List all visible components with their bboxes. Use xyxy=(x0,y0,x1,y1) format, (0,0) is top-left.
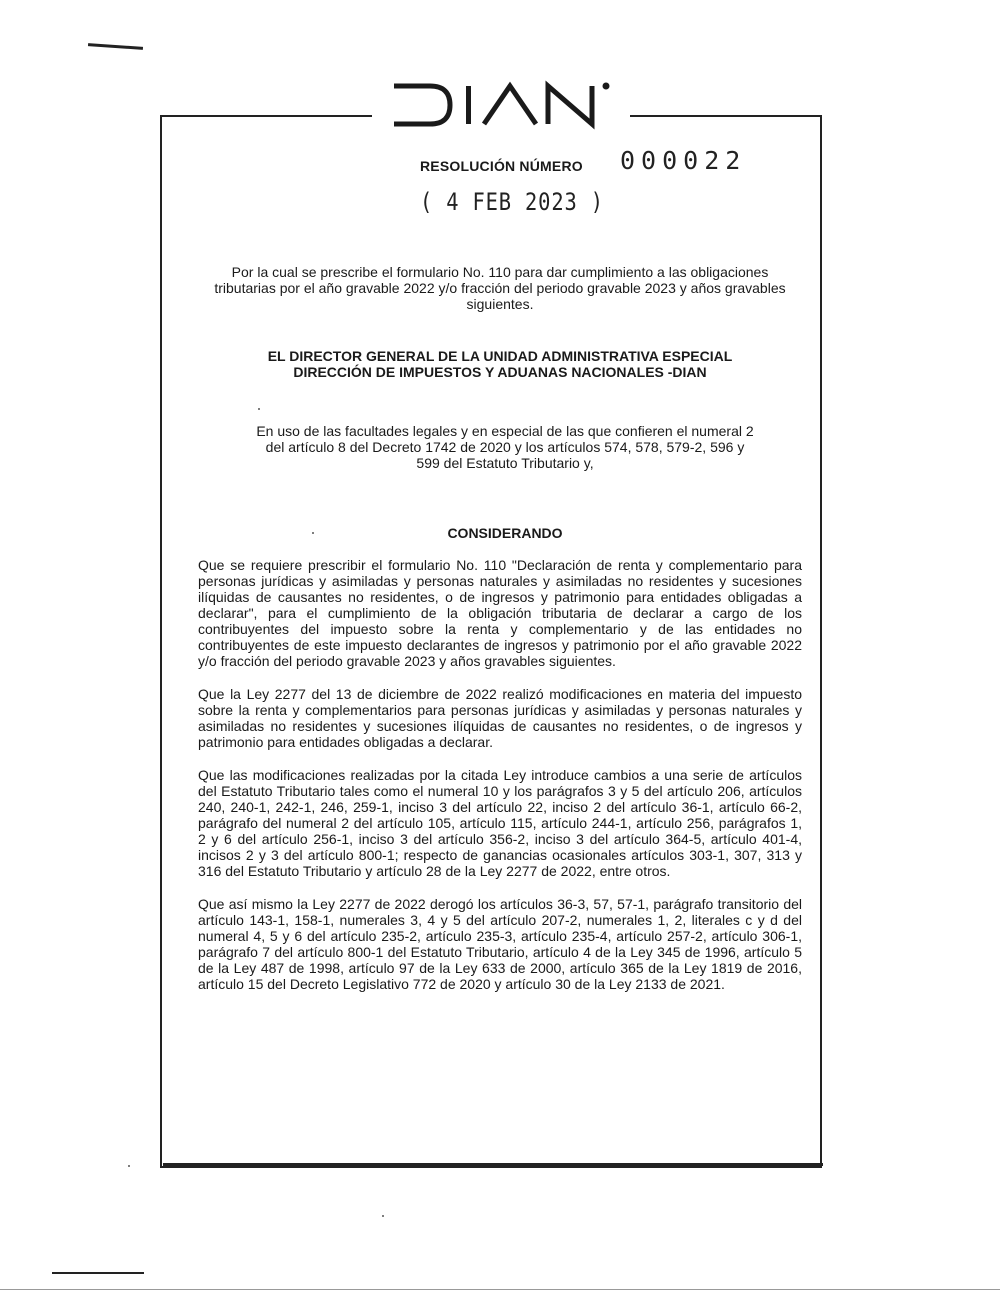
scan-mark-top-left xyxy=(88,43,143,50)
considerando-paragraph-4: Que así mismo la Ley 2277 de 2022 derogó los artículos 36-3, 57, 57-1, parágrafo transitorio del artículo 143-1, 158-1, numerales 3, 4 y 5 del artículo 207-2, numerales 1, 2, literales c y d del numeral 4, 5 y 6 del artículo 235-2, artículo 235-3, artículo 235-4, artículo 257-2, artículo 306-1, parágrafo 7 del artículo 800-1 del Estatuto Tributario, artículo 4 de la Ley 345 de 1996, artículo 5 de la Ley 487 de 1998, artículo 97 de la Ley 633 de 2000, artículo 365 de la Ley 1819 de 2016, artículo 15 del Decreto Legislativo 772 de 2020 y artículo 30 de la Ley 2133 de 2021. xyxy=(198,896,802,992)
authority-line-1: EL DIRECTOR GENERAL DE LA UNIDAD ADMINISTRATIVA ESPECIAL xyxy=(267,348,733,364)
considerando-paragraph-1: Que se requiere prescribir el formulario No. 110 "Declaración de renta y complementario para personas jurídicas y asimiladas y personas naturales y asimiladas no residentes y sucesiones ilíquidas de causantes no residentes, o de ingresos y patrimonio para entidades obligadas a declarar", para el cumplimiento de la obligación tributaria de declarar a cargo de los contribuyentes del impuesto sobre la renta y complementario y de las entidades no contribuyentes de este impuesto declarantes de ingresos y patrimonio por el año gravable 2022 y/o fracción del periodo gravable 2023 y años gravables siguientes. xyxy=(198,557,802,669)
considerando-paragraph-2: Que la Ley 2277 del 13 de diciembre de 2022 realizó modificaciones en materia del impuesto sobre la renta y complementarios para personas jurídicas y asimiladas y personas naturales y asimiladas no residentes y sucesiones ilíquidas de causantes no residentes, o de ingresos y patrimonio para entidades obligadas a declarar. xyxy=(198,686,802,750)
resolution-subject: Por la cual se prescribe el formulario No. 110 para dar cumplimiento a las obligaciones tributarias por el año gravable 2022 y/o fracción del periodo gravable 2023 y años gravables siguientes. xyxy=(214,264,786,312)
considerando-heading: CONSIDERANDO xyxy=(447,525,563,541)
scan-line-bottom xyxy=(0,1289,1000,1290)
scan-dot xyxy=(128,1165,130,1167)
legal-faculties: En uso de las facultades legales y en especial de las que confieren el numeral 2 del artículo 8 del Decreto 1742 de 2020 y los artículos 574, 578, 579-2, 596 y 599 del Estatuto Tributario y, xyxy=(256,423,754,471)
considerando-paragraph-3: Que las modificaciones realizadas por la citada Ley introduce cambios a una serie de artículos del Estatuto Tributario tales como el numeral 10 y los parágrafos 3 y 5 del artículo 206, artículos 240, 240-1, 242-1, 246, 259-1, inciso 3 del artículo 22, inciso 2 del artículo 36-1, artículo 66-2, parágrafo del numeral 2 del artículo 105, artículo 115, artículo 244-1, artículo 256, parágrafos 1, 2 y 6 del artículo 256-1, inciso 3 del artículo 356-2, inciso 3 del artículo 364-5, artículo 401-4, incisos 2 y 3 del artículo 800-1; respecto de ganancias ocasionales artículos 303-1, 307, 313 y 316 del Estatuto Tributario y artículo 28 de la Ley 2277 de 2022, entre otros. xyxy=(198,767,802,879)
resolution-number: 000022 xyxy=(620,146,747,175)
considerando-body xyxy=(198,557,802,1009)
dian-logo xyxy=(380,78,620,132)
authority-line-2: DIRECCIÓN DE IMPUESTOS Y ADUANAS NACIONALES -DIAN xyxy=(293,364,707,380)
resolution-date: ( 4 FEB 2023 ) xyxy=(420,188,604,216)
scan-dot xyxy=(382,1215,384,1217)
issuing-authority xyxy=(205,348,795,380)
resolution-label: RESOLUCIÓN NÚMERO xyxy=(420,158,583,174)
scan-mark-bottom-left xyxy=(52,1272,144,1274)
document-frame-shadow xyxy=(163,1163,823,1166)
